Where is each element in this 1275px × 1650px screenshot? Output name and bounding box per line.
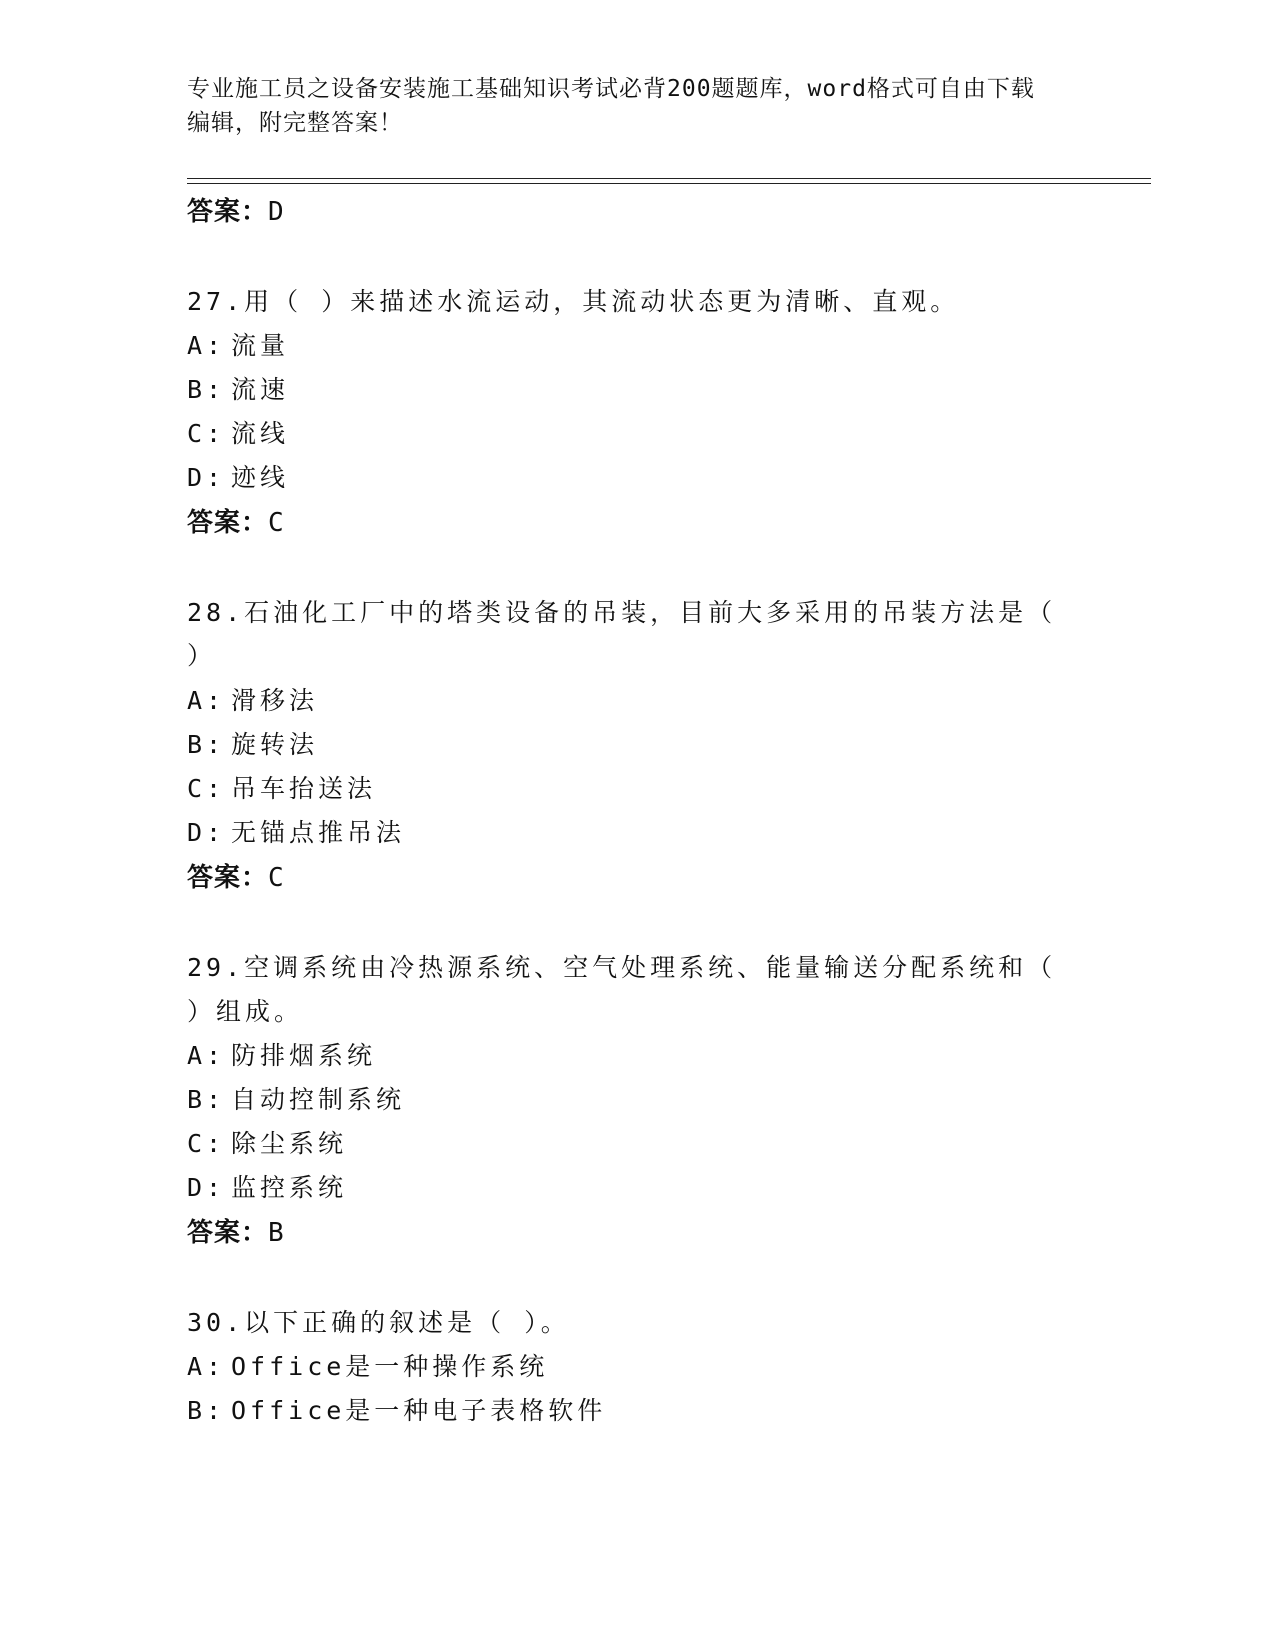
option-letter: C:: [187, 1129, 226, 1158]
answer-label: 答案：: [187, 508, 269, 538]
option-letter: D:: [187, 818, 226, 847]
answer-value: D: [268, 197, 285, 227]
previous-answer: [187, 191, 285, 228]
question-28-option-c: [187, 769, 376, 805]
header-divider-bottom: [187, 183, 1151, 184]
option-letter: C:: [187, 774, 226, 803]
option-text: 自动控制系统: [231, 1085, 406, 1114]
header-line-1: 专业施工员之设备安装施工基础知识考试必背200题题库，word格式可自由下载: [187, 76, 1035, 102]
option-text: 监控系统: [231, 1173, 348, 1202]
question-27-option-a: [187, 326, 289, 362]
question-28-option-a: [187, 681, 318, 717]
question-29-stem: 29.空调系统由冷热源系统、空气处理系统、能量输送分配系统和（: [187, 953, 1057, 982]
option-letter: B:: [187, 1396, 226, 1425]
question-27-option-b: [187, 370, 289, 406]
question-27-answer: [187, 502, 285, 539]
question-29-option-a: [187, 1036, 376, 1072]
option-text: 迹线: [231, 463, 290, 492]
question-27-stem: 27.用（ ）来描述水流运动，其流动状态更为清晰、直观。: [187, 287, 960, 316]
question-28-answer: [187, 857, 285, 894]
option-letter: B:: [187, 1085, 226, 1114]
question-29-option-d: [187, 1168, 347, 1204]
option-letter: A:: [187, 1352, 226, 1381]
option-letter: C:: [187, 419, 226, 448]
option-letter: A:: [187, 686, 226, 715]
question-29-answer: [187, 1212, 285, 1249]
option-letter: A:: [187, 331, 226, 360]
answer-value: C: [268, 508, 285, 538]
option-text: 旋转法: [231, 730, 319, 759]
question-30-option-b: [187, 1391, 606, 1427]
answer-label: 答案：: [187, 863, 269, 893]
question-28-option-b: [187, 725, 318, 761]
option-letter: B:: [187, 375, 226, 404]
header-line-2: 编辑，附完整答案！: [187, 110, 403, 136]
question-28-stem: 28.石油化工厂中的塔类设备的吊装，目前大多采用的吊装方法是（: [187, 598, 1057, 627]
question-27-option-d: [187, 458, 289, 494]
option-letter: D:: [187, 463, 226, 492]
header-divider-top: [187, 178, 1151, 179]
option-text: Office是一种电子表格软件: [231, 1396, 607, 1425]
option-text: 防排烟系统: [231, 1041, 377, 1070]
question-30-option-a: [187, 1347, 548, 1383]
option-text: 吊车抬送法: [231, 774, 377, 803]
question-29-option-c: [187, 1124, 347, 1160]
document-header: [187, 72, 1087, 140]
question-29-option-b: [187, 1080, 405, 1116]
answer-label: 答案：: [187, 1218, 269, 1248]
option-text: 无锚点推吊法: [231, 818, 406, 847]
option-letter: B:: [187, 730, 226, 759]
question-28-option-d: [187, 813, 405, 849]
option-text: 流量: [231, 331, 290, 360]
option-letter: A:: [187, 1041, 226, 1070]
option-text: 除尘系统: [231, 1129, 348, 1158]
option-text: 滑移法: [231, 686, 319, 715]
question-30-stem: 30.以下正确的叙述是（ ）。: [187, 1308, 570, 1337]
option-letter: D:: [187, 1173, 226, 1202]
option-text: Office是一种操作系统: [231, 1352, 549, 1381]
answer-label: 答案：: [187, 197, 269, 227]
question-27-option-c: [187, 414, 289, 450]
option-text: 流线: [231, 419, 290, 448]
answer-value: C: [268, 863, 285, 893]
question-29-stem-continued: ）组成。: [187, 997, 304, 1026]
question-28-stem-continued: ）: [187, 641, 217, 670]
option-text: 流速: [231, 375, 290, 404]
answer-value: B: [268, 1218, 285, 1248]
